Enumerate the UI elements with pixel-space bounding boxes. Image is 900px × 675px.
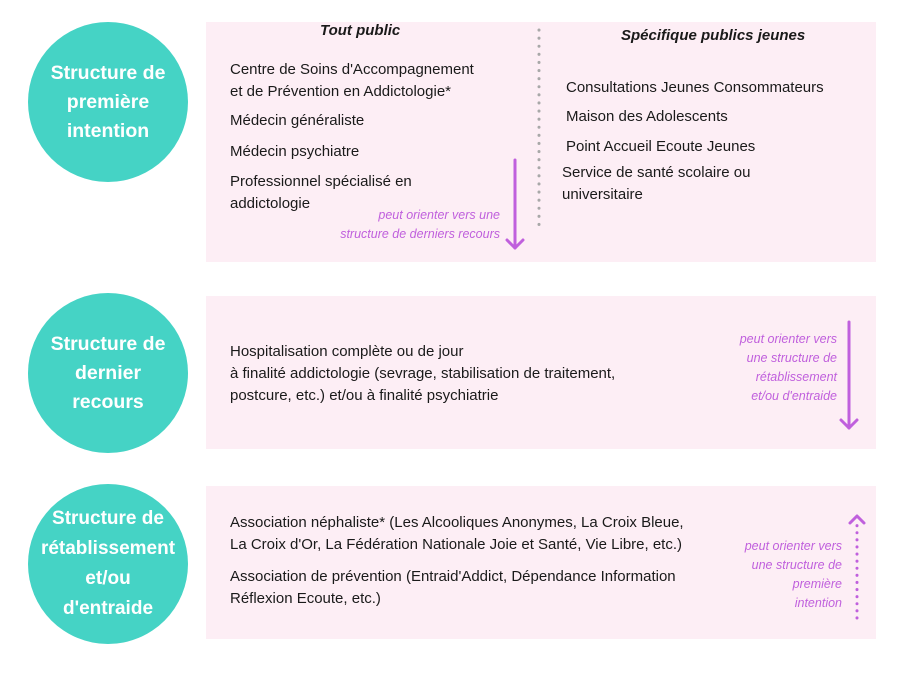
list-item: Professionnel spécialisé en bbox=[230, 173, 412, 190]
note-line: et/ou d'entraide bbox=[751, 389, 837, 403]
list-item: Centre de Soins d'Accompagnement bbox=[230, 61, 474, 78]
note-line: peut orienter vers une bbox=[378, 208, 500, 222]
note-line: une structure de bbox=[751, 558, 842, 572]
list-item: Association de prévention (Entraid'Addict, Dépendance Information bbox=[230, 568, 676, 585]
list-item: Service de santé scolaire ou bbox=[562, 164, 751, 181]
list-item: Consultations Jeunes Consommateurs bbox=[566, 79, 824, 96]
list-item: Réflexion Ecoute, etc.) bbox=[230, 590, 381, 607]
circle-label-line: d'entraide bbox=[62, 598, 154, 619]
circle-label-line: intention bbox=[66, 119, 150, 142]
heading-publics-jeunes: Spécifique publics jeunes bbox=[621, 27, 806, 44]
note-line: peut orienter vers bbox=[739, 332, 837, 346]
list-item: postcure, etc.) et/ou à finalité psychiatrie bbox=[230, 387, 499, 404]
list-item: universitaire bbox=[562, 186, 643, 203]
list-item: et de Prévention en Addictologie* bbox=[230, 83, 451, 100]
note-line: première bbox=[792, 577, 842, 591]
note-line: intention bbox=[794, 596, 842, 610]
list-item: à finalité addictologie (sevrage, stabilisation de traitement, bbox=[230, 365, 616, 382]
circle-recovery bbox=[28, 484, 188, 644]
circle-label-line: recours bbox=[72, 390, 144, 413]
note-orient-first-intention bbox=[745, 537, 842, 613]
list-item: Association néphaliste* (Les Alcooliques Anonymes, La Croix Bleue, bbox=[230, 514, 684, 531]
list-item: Médecin généraliste bbox=[230, 112, 365, 129]
note-line: structure de derniers recours bbox=[340, 227, 500, 241]
circle-label-line: Structure de bbox=[50, 332, 166, 355]
list-item: Point Accueil Ecoute Jeunes bbox=[566, 138, 756, 155]
list-item: Médecin psychiatre bbox=[230, 143, 360, 160]
circle-label-line: rétablissement bbox=[40, 538, 176, 559]
circle-first-intention bbox=[28, 22, 188, 182]
note-line: rétablissement bbox=[755, 370, 837, 384]
circle-label-line: première bbox=[66, 90, 150, 113]
note-orient-recovery bbox=[740, 330, 837, 406]
note-line: une structure de bbox=[746, 351, 837, 365]
heading-tout-public: Tout public bbox=[320, 22, 401, 39]
note-orient-last-resort bbox=[340, 206, 500, 244]
note-line: peut orienter vers bbox=[744, 539, 842, 553]
circle-label-line: dernier bbox=[74, 361, 142, 384]
circle-label-line: Structure de bbox=[52, 508, 164, 529]
list-item: Maison des Adolescents bbox=[566, 108, 728, 125]
list-item: Hospitalisation complète ou de jour bbox=[230, 343, 464, 360]
circle-last-resort bbox=[28, 293, 188, 453]
list-item: addictologie bbox=[230, 195, 311, 212]
list-item: La Croix d'Or, La Fédération Nationale Joie et Santé, Vie Libre, etc.) bbox=[230, 536, 683, 553]
circle-label-line: Structure de bbox=[50, 61, 166, 84]
circle-label-line: et/ou bbox=[85, 568, 131, 589]
